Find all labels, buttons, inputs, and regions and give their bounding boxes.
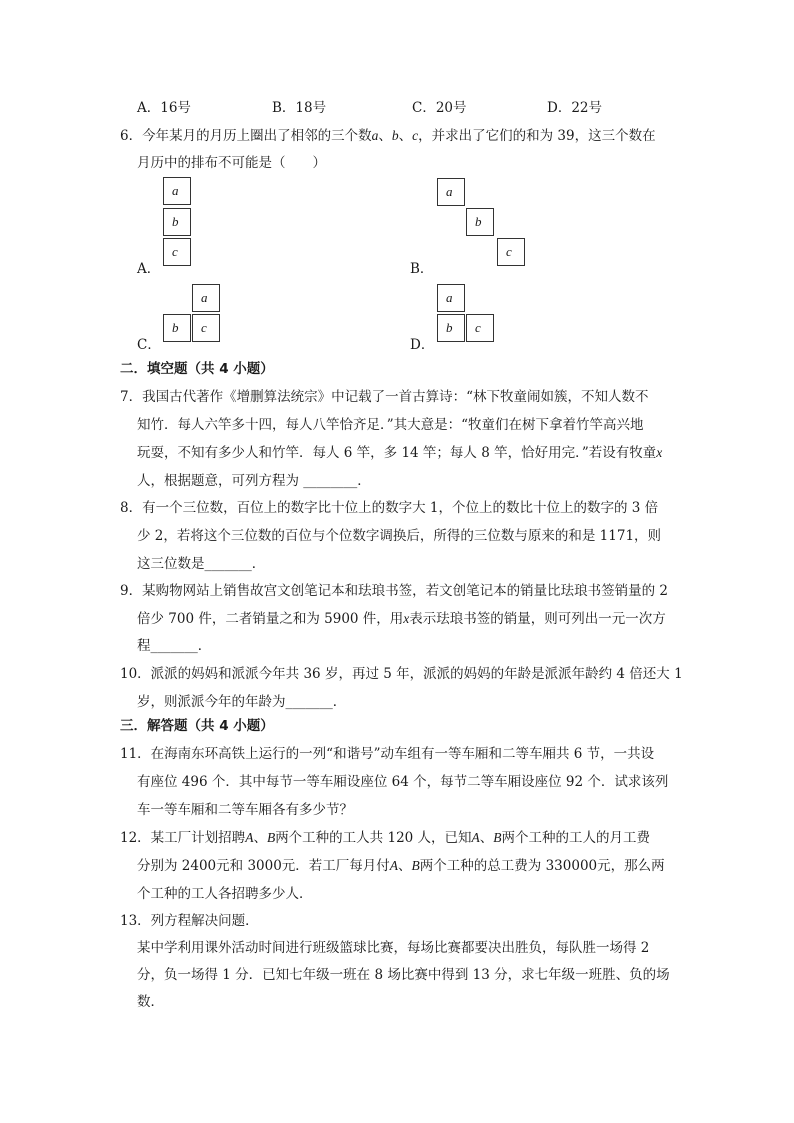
q6-d-cell-c: c — [466, 314, 494, 342]
q13-line-1: 13．列方程解决问题． — [120, 913, 259, 929]
q13-line-4: 数． — [137, 994, 164, 1010]
q9-var-x: x — [403, 611, 410, 626]
q12-sep-1: 、 — [253, 830, 267, 846]
q6-option-d-label: D． — [410, 337, 435, 353]
q12-var-b-3: B — [411, 858, 420, 873]
q12-var-a-3: A — [389, 858, 399, 873]
q6-sep-2: 、 — [398, 128, 413, 144]
q6-c-cell-a: a — [192, 284, 220, 312]
q6-d-cell-a: a — [437, 284, 465, 312]
q7-line-3-text: 玩耍，不知有多少人和竹竿．每人 6 竿，多 14 竿；每人 8 竿，恰好用完．”若设有牧童 — [137, 445, 657, 461]
q6-a-cell-b: b — [163, 208, 191, 236]
q6-b-cell-b: b — [466, 208, 494, 236]
q6-a-cell-c: c — [163, 238, 191, 266]
q5-option-c: C．20号 — [412, 100, 467, 116]
q9-line-2 — [137, 607, 666, 627]
q8-line-3: 这三位数是_______． — [137, 556, 266, 572]
q12-sep-3: 、 — [398, 858, 412, 874]
q12-line-1 — [120, 826, 650, 846]
q6-text-end: ，并求出了它们的和为 39，这三个数在 — [418, 128, 656, 144]
q6-text-start: 6．今年某月的月历上圈出了相邻的三个数 — [120, 128, 372, 144]
q12-l2-end: 两个工种的总工费为 330000元，那么两 — [419, 858, 665, 874]
q7-line-2: 知竹．每人六竿多十四，每人八竿恰齐足．”其大意是：“牧童们在树下拿着竹竿高兴地 — [137, 417, 644, 433]
q8-line-1: 8．有一个三位数，百位上的数字比十位上的数字大 1，个位上的数比十位上的数字的 3 倍 — [120, 500, 659, 516]
section-2-heading: 二．填空题（共 4 小题） — [120, 361, 274, 377]
q11-line-2: 有座位 496 个．其中每节一等车厢设座位 64 个，每节二等车厢设座位 92 个．试求该列 — [137, 774, 669, 790]
q6-b-cell-a: a — [437, 178, 465, 206]
q13-line-3: 分，负一场得 1 分．已知七年级一班在 8 场比赛中得到 13 分，求七年级一班胜、负的场 — [137, 967, 670, 983]
q6-option-a-label: A． — [137, 261, 161, 277]
q7-line-4: 人，根据题意，可列方程为 ________． — [137, 473, 371, 489]
q11-line-3: 车一等车厢和二等车厢各有多少节？ — [137, 802, 353, 818]
q12-var-a-1: A — [245, 830, 254, 845]
q12-l1-mid: 两个工种的工人共 120 人，已知 — [275, 830, 472, 846]
q6-a-cell-a: a — [163, 177, 191, 205]
q6-line-1 — [120, 124, 656, 144]
q12-l2-start: 分别为 2400元和 3000元．若工厂每月付 — [137, 858, 390, 874]
q6-c-cell-c: c — [192, 314, 220, 342]
q12-line-2 — [137, 854, 665, 874]
q5-option-a: A．16号 — [137, 100, 191, 116]
q6-line-2: 月历中的排布不可能是（ ） — [137, 155, 326, 171]
q6-b-cell-c: c — [497, 238, 525, 266]
q9-line-2-start: 倍少 700 件，二者销量之和为 5900 件，用 — [137, 611, 404, 627]
q5-option-b: B．18号 — [272, 100, 327, 116]
q6-var-b: b — [391, 128, 399, 143]
q5-option-d: D．22号 — [547, 100, 603, 116]
q12-var-b-1: B — [266, 830, 276, 845]
q6-d-cell-b: b — [437, 314, 465, 342]
q8-line-2: 少 2，若将这个三位数的百位与个位数字调换后，所得的三位数与原来的和是 1171，则 — [137, 528, 662, 544]
q6-option-b-label: B． — [410, 261, 434, 277]
q7-line-1: 7．我国古代著作《增删算法统宗》中记载了一首古算诗：“林下牧童闹如簇，不知人数不 — [120, 389, 649, 405]
q7-var-x: x — [656, 445, 663, 460]
q6-option-c-label: C． — [137, 337, 161, 353]
q9-line-3: 程_______． — [137, 638, 212, 654]
q13-line-2: 某中学利用课外活动时间进行班级篮球比赛，每场比赛都要决出胜负，每队胜一场得 2 — [137, 940, 650, 956]
q9-line-2-end: 表示珐琅书签的销量，则可列出一元一次方 — [409, 611, 666, 627]
q6-c-cell-b: b — [163, 314, 191, 342]
q11-line-1: 11．在海南东环高铁上运行的一列“和谐号”动车组有一等车厢和二等车厢共 6 节，一共设 — [120, 746, 655, 762]
q12-l1-end: 两个工种的工人的月工费 — [501, 830, 651, 846]
q6-sep-1: 、 — [378, 128, 392, 144]
q7-line-3 — [137, 441, 662, 461]
q12-line-3: 个工种的工人各招聘多少人． — [137, 886, 313, 902]
q12-var-b-2: B — [493, 830, 502, 845]
q6-var-a: a — [371, 128, 379, 143]
section-3-heading: 三．解答题（共 4 小题） — [120, 718, 274, 734]
q12-var-a-2: A — [471, 830, 480, 845]
q9-line-1: 9．某购物网站上销售故宫文创笔记本和珐琅书签，若文创笔记本的销量比珐琅书签销量的 2 — [120, 583, 668, 599]
q12-sep-2: 、 — [479, 830, 494, 846]
q10-line-1: 10．派派的妈妈和派派今年共 36 岁，再过 5 年，派派的妈妈的年龄是派派年龄约 4 倍还大 1 — [120, 666, 683, 682]
q6-var-c: c — [412, 128, 419, 143]
q12-l1-start: 12．某工厂计划招聘 — [120, 830, 246, 846]
q10-line-2: 岁，则派派今年的年龄为_______． — [137, 694, 347, 710]
